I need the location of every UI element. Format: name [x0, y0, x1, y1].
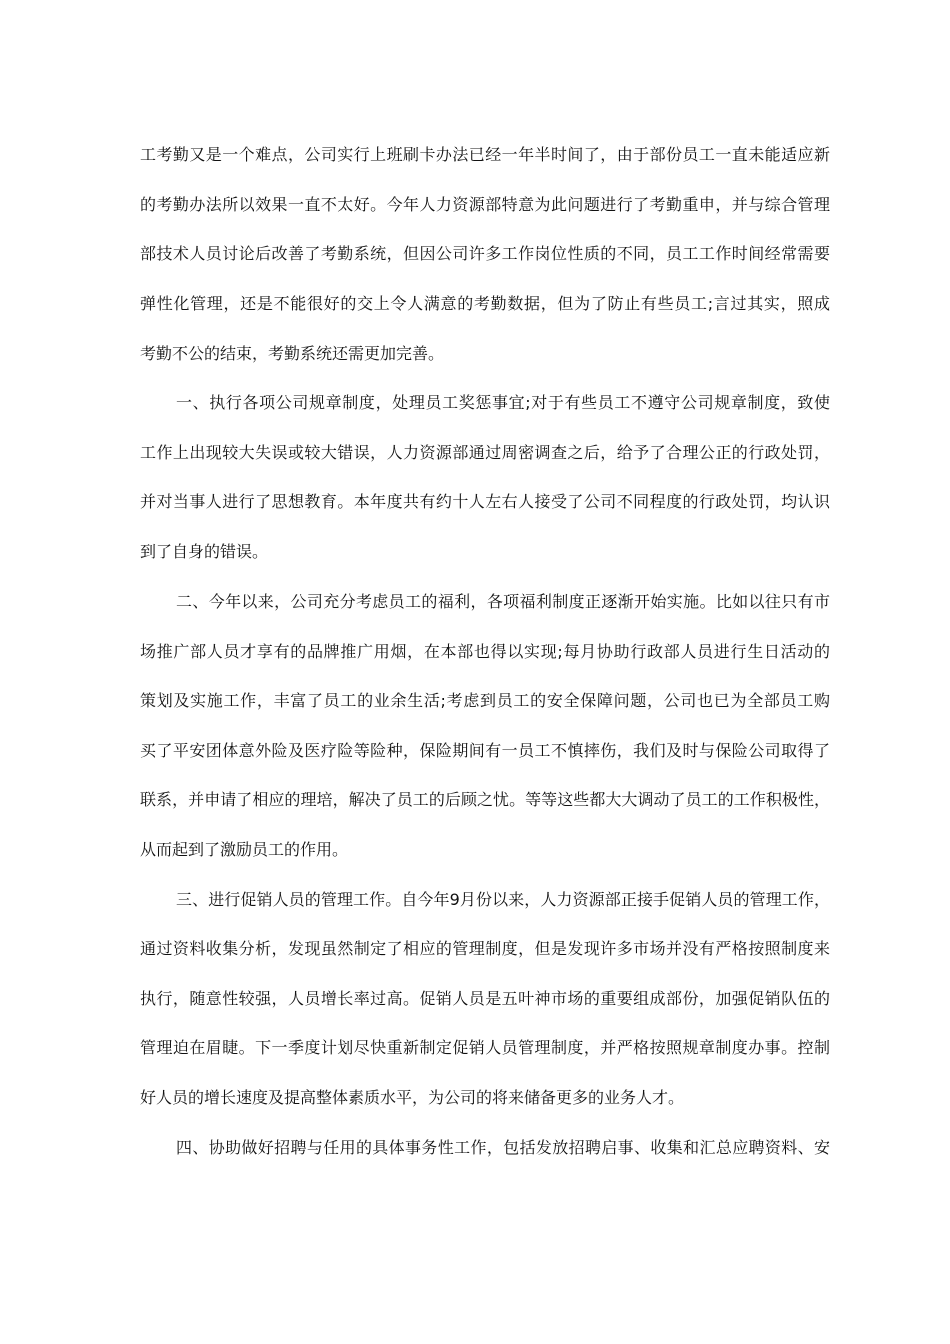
text-line: 从而起到了激励员工的作用。: [140, 840, 349, 859]
text-line: 好人员的增长速度及提高整体素质水平，为公司的将来储备更多的业务人才。: [140, 1088, 685, 1107]
text-line: 买了平安团体意外险及医疗险等险种，保险期间有一员工不慎摔伤，我们及时与保险公司取得了: [140, 741, 830, 760]
text-line: 执行，随意性较强，人员增长率过高。促销人员是五叶神市场的重要组成部份，加强促销队伍的: [140, 989, 830, 1008]
text-line: 到了自身的错误。: [140, 542, 269, 561]
text-line: 考勤不公的结束，考勤系统还需更加完善。: [140, 344, 445, 363]
text-line: 工作上出现较大失误或较大错误，人力资源部通过周密调查之后，给予了合理公正的行政处罚，: [140, 443, 830, 462]
text-line: 弹性化管理，还是不能很好的交上令人满意的考勤数据，但为了防止有些员工;言过其实，照成: [140, 294, 830, 313]
text-line: 的考勤办法所以效果一直不太好。今年人力资源部特意为此问题进行了考勤重申，并与综合管理: [140, 195, 830, 214]
text-line: 场推广部人员才享有的品牌推广用烟，在本部也得以实现;每月协助行政部人员进行生日活动的: [140, 642, 830, 661]
paragraph-first-line: 四、协助做好招聘与任用的具体事务性工作，包括发放招聘启事、收集和汇总应聘资料、安: [176, 1138, 830, 1157]
text-line: 联系，并申请了相应的理培，解决了员工的后顾之忧。等等这些都大大调动了员工的工作积极性，: [140, 790, 830, 809]
paragraph-first-line: 一、执行各项公司规章制度，处理员工奖惩事宜;对于有些员工不遵守公司规章制度，致使: [176, 393, 830, 412]
paragraph-first-line: 二、今年以来，公司充分考虑员工的福利，各项福利制度正逐渐开始实施。比如以往只有市: [176, 592, 830, 611]
text-line: 策划及实施工作，丰富了员工的业余生活;考虑到员工的安全保障问题，公司也已为全部员工购: [140, 691, 830, 710]
text-line: 并对当事人进行了思想教育。本年度共有约十人左右人接受了公司不同程度的行政处罚，均认识: [140, 492, 830, 511]
paragraph-first-line: 三、进行促销人员的管理工作。自今年9月份以来，人力资源部正接手促销人员的管理工作，: [176, 890, 830, 909]
text-line: 通过资料收集分析，发现虽然制定了相应的管理制度，但是发现许多市场并没有严格按照制度来: [140, 939, 830, 958]
text-line: 部技术人员讨论后改善了考勤系统，但因公司许多工作岗位性质的不同，员工工作时间经常需要: [140, 244, 830, 263]
text-line: 工考勤又是一个难点，公司实行上班刷卡办法已经一年半时间了，由于部份员工一直未能适应新: [140, 145, 830, 164]
text-line: 管理迫在眉睫。下一季度计划尽快重新制定促销人员管理制度，并严格按照规章制度办事。控制: [140, 1038, 830, 1057]
